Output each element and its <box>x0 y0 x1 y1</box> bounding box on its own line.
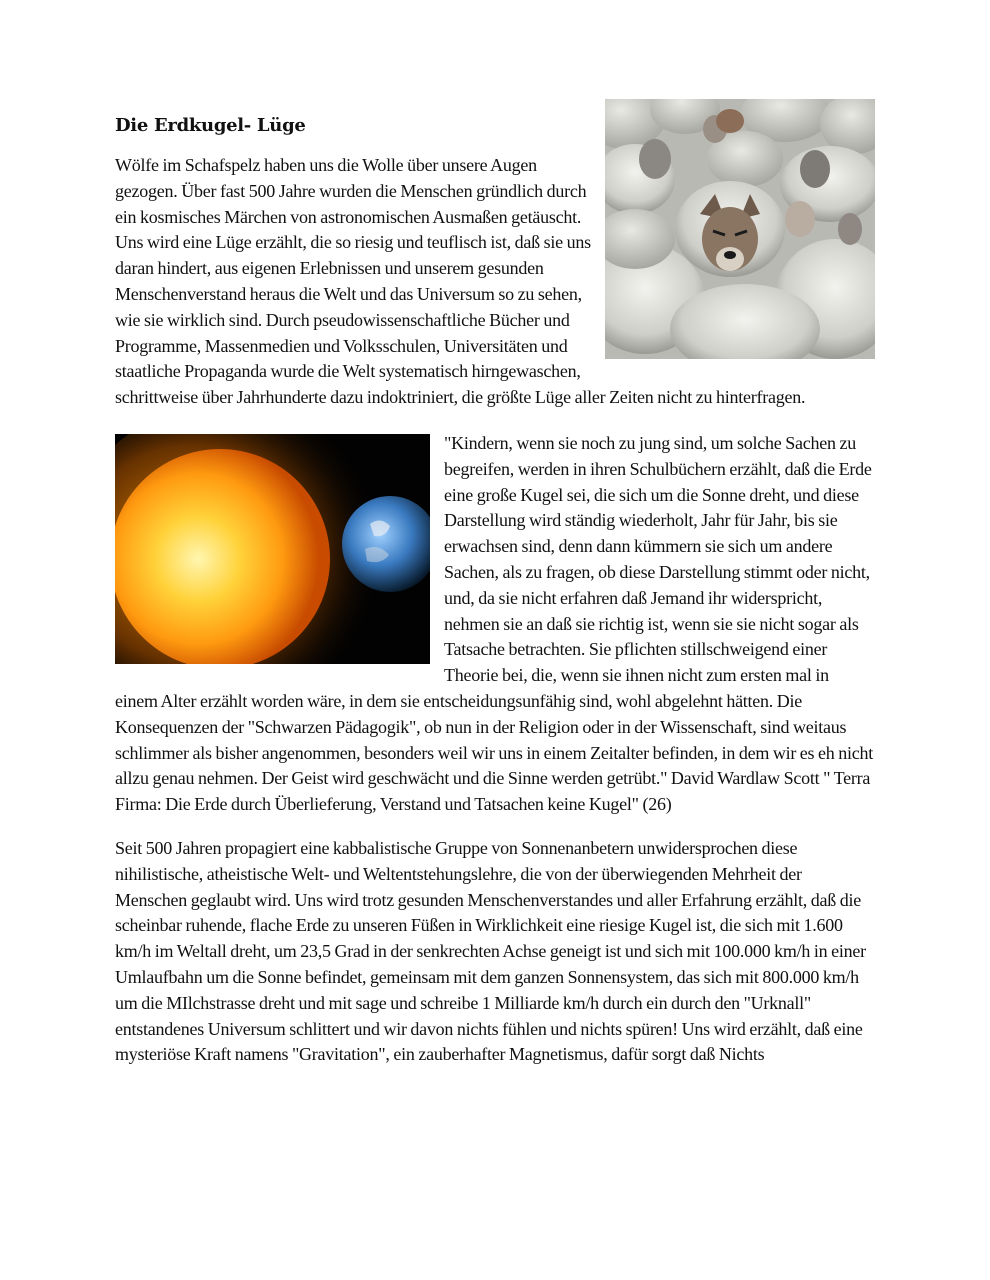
document-title: Die Erdkugel- Lüge <box>115 115 306 136</box>
paragraph-quote: "Kindern, wenn sie noch zu jung sind, um solche Sachen zu begreifen, werden in ihren Schulbüchern erzählt, daß die Erde eine große Kugel sei, die sich um die Sonne dreht, und diese Darstellung wird ständig wiederholt, Jahr für Jahr, bis sie erwachsen sind, denn dann kümmern sie sich um andere Sachen, als zu fragen, ob diese Darstellung stimmt oder nicht, und, da sie nicht erfahren daß Jemand ihr widerspricht, nehmen sie an daß sie richtig ist, wenn sie sie nicht sogar als Tatsache betrachten. Sie pflichten stillschweigend einer Theorie bei, die, wenn sie ihnen nicht zum ersten mal in einem Alter erzählt worden wäre, in dem sie entscheidungsunfähig sind, wohl abgelehnt hätten. Die Konsequenzen der "Schwarzen Pädagogik", ob nun in der Religion oder in der Wissenschaft, sind weitaus schlimmer als bisher angenommen, besonders weil wir uns in einem Zeitalter befinden, in dem wir es eh nicht allzu genau nehmen. Der Geist wird geschwächt und die Sinne werden getrübt." David Wardlaw Scott " Terra Firma: Die Erde durch Überlieferung, Verstand und Tatsachen keine Kugel" (26) <box>115 432 874 815</box>
wolf-in-sheep-image <box>605 99 875 359</box>
sun-and-earth-image <box>115 434 430 664</box>
document-page <box>115 113 875 1068</box>
spacer <box>115 411 875 431</box>
spacer <box>115 818 875 836</box>
paragraph-main: Seit 500 Jahren propagiert eine kabbalistische Gruppe von Sonnenanbetern unwidersprochen diese nihilistische, atheistische Welt- und Weltentstehungslehre, die von der überwiegenden Mehrheit der Menschen geglaubt wird. Uns wird trotz gesunden Menschenverstandes und aller Erfahrung erzählt, daß die scheinbar ruhende, flache Erde zu unseren Füßen in Wirklichkeit eine riesige Kugel ist, die sich mit 1.600 km/h im Weltall dreht, um 23,5 Grad in der senkrechten Achse geneigt ist und sich mit 100.000 km/h in einer Umlaufbahn um die Sonne befindet, gemeinsam mit dem ganzen Sonnensystem, das sich mit 800.000 km/h um die MIlchstrasse dreht und mit sage und schreibe 1 Milliarde km/h durch ein durch den "Urknall" entstandenes Universum schlittert und wir davon nichts fühlen und nichts spüren! Uns wird erzählt, daß eine mysteriöse Kraft namens "Gravitation", ein zauberhafter Magnetismus, dafür sorgt daß Nichts <box>115 837 866 1065</box>
paragraph-intro: Wölfe im Schafspelz haben uns die Wolle über unsere Augen gezogen. Über fast 500 Jahre wurden die Menschen gründlich durch ein kosmisches Märchen von astronomischen Ausmaßen getäuscht. Uns wird eine Lüge erzählt, die so riesig und teuflisch ist, daß sie uns daran hindert, aus eigenen Erlebnissen und unserem gesunden Menschenverstand heraus die Welt und das Universum so zu sehen, wie sie wirklich sind. Durch pseudowissenschaftliche Bücher und Programme, Massenmedien und Volksschulen, Universitäten und staatliche Propaganda wurde die Welt systematisch hirngewaschen, schrittweise über Jahrhunderte dazu indoktriniert, die größte Lüge aller Zeiten nicht zu hinterfragen. <box>115 155 806 408</box>
